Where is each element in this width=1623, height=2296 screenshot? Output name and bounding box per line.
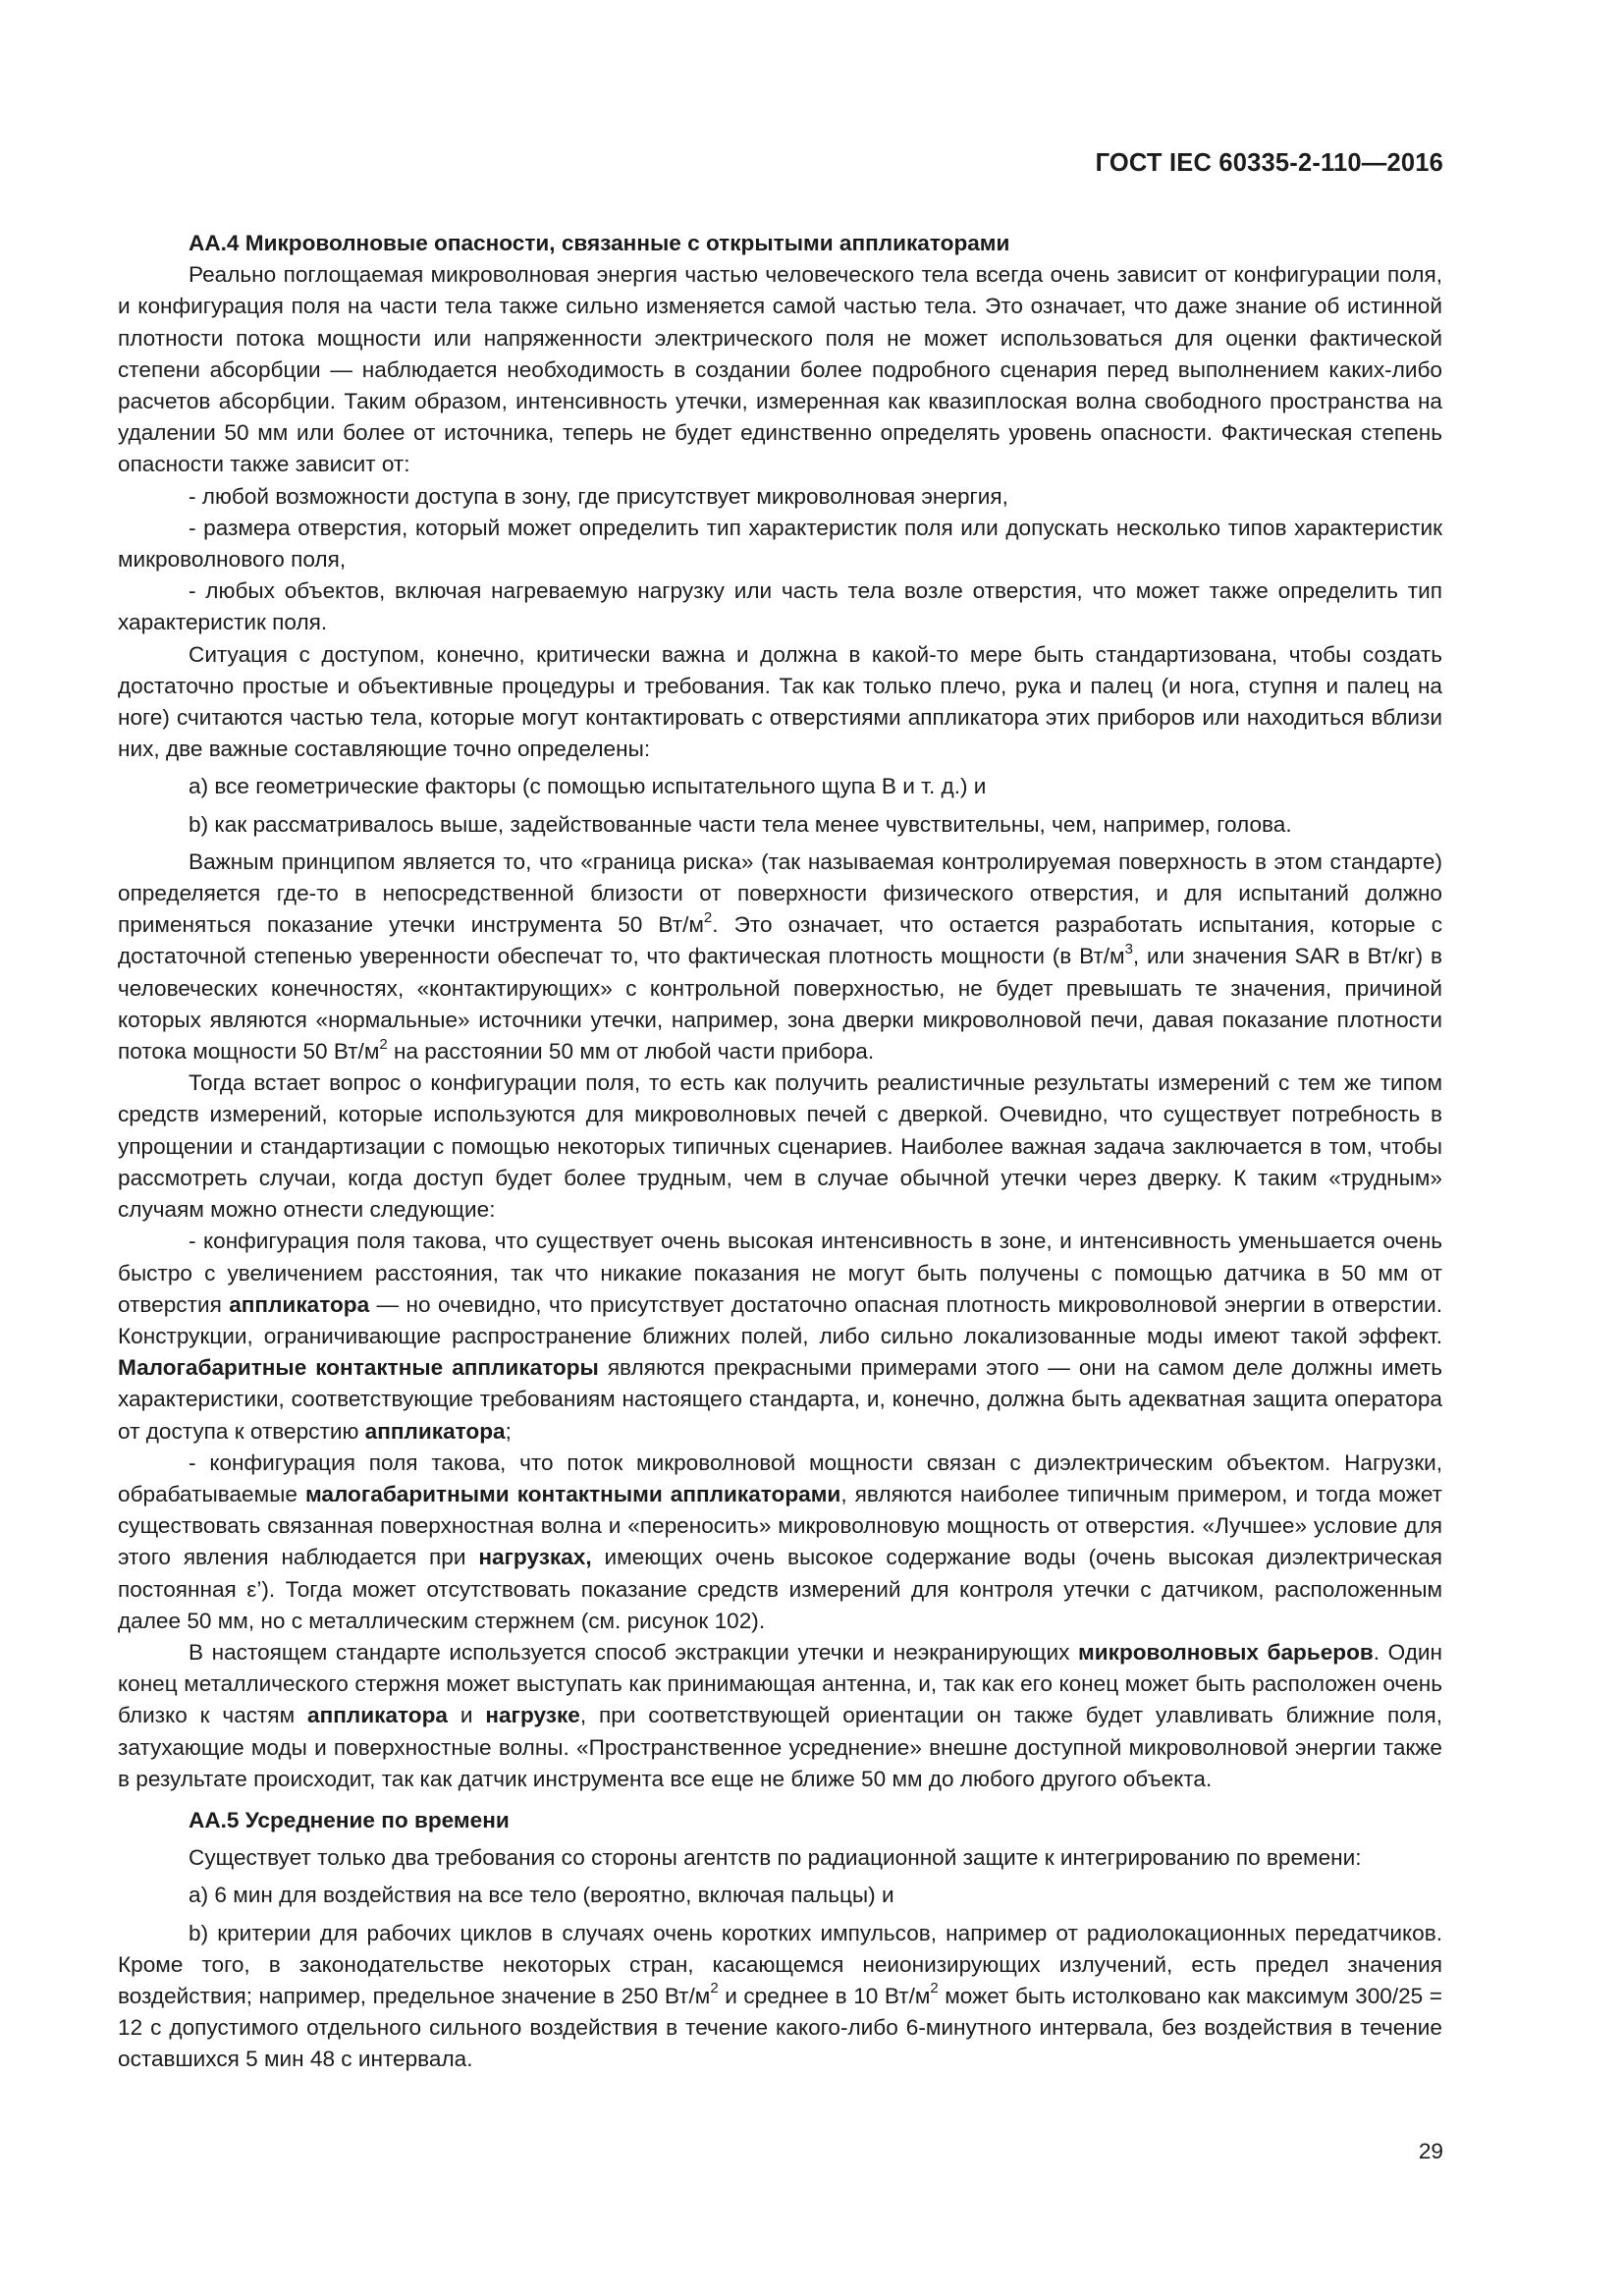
text-run: ; [505, 1418, 512, 1444]
text-run: . Это означает, что остается разработать испытания, которые с достаточной степенью уверенности обеспечат то, что фактическая плотность мощности (в Вт/м [118, 912, 1442, 969]
superscript: 2 [930, 1980, 939, 1997]
superscript: 2 [379, 1035, 388, 1053]
term-bold: аппликатора [229, 1291, 370, 1317]
enumerated-list-item: а) 6 мин для воздействия на все тело (вероятно, включая пальцы) и [189, 1883, 894, 1908]
text-run: - конфигурация поля такова, что поток микроволновой мощности связан с диэлектрическим объектом. Нагрузки, обрабатываемые [118, 1449, 1442, 1506]
text-run: , при соответствующей ориентации он также будет улавливать ближние поля, затухающие моды и поверхностные волны. «Пространственное усреднение» внешне доступной микроволновой энергии также в результате происходит, так как датчик инструмента все еще не ближе 50 мм до любого другого объекта. [118, 1703, 1443, 1791]
term-bold: микроволновых барьеров [1078, 1639, 1374, 1665]
text-run: - конфигурация поля такова, что существует очень высокая интенсивность в зоне, и интенсивность уменьшается очень быстро с увеличением расстояния, так что никакие показания не могут быть получены с помощью датчика в 50 мм от отверстия [118, 1229, 1442, 1317]
paragraph: Ситуация с доступом, конечно, критически важна и должна в какой-то мере быть стандартизована, чтобы создать достаточно простые и объективные процедуры и требования. Так как только плечо, рука и палец (и нога, ступня и палец на ноге) считаются частью тела, которые могут контактировать с отверстиями аппликатора этих приборов или находиться вблизи них, две важные составляющие точно определены: [118, 641, 1442, 762]
text-run: может быть истолковано как максимум 300/25 = 12 с допустимого отдельного сильного воздействия в течение какого-либо 6-минутного интервала, без воздействия в течение оставшихся 5 мин 48 с интервала. [118, 1983, 1442, 2072]
text-run: Важным принципом является то, что «граница риска» (так называемая контролируемая поверхность в этом стандарте) определяется где-то в непосредственной близости от поверхности физического отверстия, и для испытаний должно применяться показание утечки инструмента 50 Вт/м [118, 848, 1442, 938]
superscript: 3 [1124, 940, 1133, 957]
section-heading-aa4: АА.4 Микроволновые опасности, связанные с открытыми аппликаторами [189, 231, 1010, 255]
text-run: и [447, 1703, 486, 1728]
document-header: ГОСТ IEC 60335-2-110—2016 [1095, 149, 1443, 177]
paragraph [118, 847, 1442, 1067]
text-run: являются прекрасными примерами этого — они на самом деле должны иметь характеристики, соответствующие требованиям настоящего стандарта, и, конечно, должна быть адекватная защита оператора от доступа к отверстию [118, 1355, 1442, 1444]
text-run: на расстоянии 50 мм от любой части прибора. [387, 1039, 875, 1065]
page-number: 29 [1418, 2139, 1443, 2163]
text-run: . Один конец металлического стержня может выступать как принимающая антенна, и, так как его конец может быть расположен очень близко к частям [118, 1639, 1442, 1728]
paragraph: Существует только два требования со стороны агентств по радиационной защите к интегрированию по времени: [189, 1845, 1362, 1871]
enumerated-list-item [118, 1918, 1442, 2076]
text-run: b) критерии для рабочих циклов в случаях очень коротких импульсов, например от радиолокационных передатчиков. Кроме того, в законодательстве некоторых стран, касающемся неионизирующих излучений, есть предел значения воздействия; например, предельное значение в 250 Вт/м [118, 1920, 1442, 2008]
document-body [118, 228, 1442, 2076]
term-bold: малогабаритными контактными аппликаторами [305, 1481, 841, 1506]
text-run: В настоящем стандарте используется способ экстракции утечки и неэкранирующих [189, 1639, 1079, 1665]
paragraph: Тогда встает вопрос о конфигурации поля, то есть как получить реалистичные результаты измерений с тем же типом средств измерений, которые используются для микроволновых печей с дверкой. Очевидно, что существует потребность в упрощении и стандартизации с помощью некоторых типичных сценариев. Наиболее важная задача заключается в том, чтобы рассмотреть случаи, когда доступ будет более трудным, чем в случае обычной утечки через дверку. К таким «трудным» случаям можно отнести следующие: [118, 1070, 1442, 1223]
term-bold: нагрузках, [478, 1545, 592, 1570]
dash-list-item [118, 1226, 1442, 1447]
section-heading-aa5: АА.5 Усреднение по времени [189, 1807, 510, 1832]
term-bold: Малогабаритные контактные аппликаторы [118, 1355, 599, 1381]
dash-list-item: - любых объектов, включая нагреваемую нагрузку или часть тела возле отверстия, что может также определить тип характеристик поля. [118, 578, 1442, 635]
dash-list-item: - любой возможности доступа в зону, где присутствует микроволновая энергия, [189, 483, 1008, 509]
text-run: , или значения SAR в Вт/кг) в человеческих конечностях, «контактирующих» с контрольной поверхностью, не будет превышать те значения, причиной которых являются «нормальные» источники утечки, например, зона дверки микроволновой печи, давая показание плотности потока мощности 50 Вт/м [118, 944, 1442, 1065]
text-run: и среднее в 10 Вт/м [718, 1983, 931, 2008]
term-bold: аппликатора [307, 1703, 448, 1728]
dash-list-item [118, 1448, 1442, 1637]
paragraph [118, 1637, 1442, 1795]
text-run: — но очевидно, что присутствует достаточно опасная плотность микроволновой энергии в отверстии. Конструкции, ограничивающие распространение ближних полей, либо сильно локализованные моды имеют такой эффект. [118, 1291, 1443, 1348]
enumerated-list-item: b) как рассматривалось выше, задействованные части тела менее чувствительны, чем, например, голова. [189, 811, 1292, 837]
superscript: 2 [710, 1980, 719, 1997]
term-bold: аппликатора [364, 1418, 506, 1444]
text-run: , являются наиболее типичным примером, и тогда может существовать связанная поверхностная волна и «переносить» микроволновую мощность от отверстия. «Лучшее» условие для этого явления наблюдается при [118, 1481, 1442, 1570]
dash-list-item: - размера отверстия, который может определить тип характеристик поля или допускать несколько типов характеристик микроволнового поля, [118, 515, 1442, 573]
paragraph: Реально поглощаемая микроволновая энергия частью человеческого тела всегда очень зависит от конфигурации поля, и конфигурация поля на части тела также сильно изменяется самой частью тела. Это означает, что даже знание об истинной плотности потока мощности или напряженности электрического поля не может использоваться для оценки фактической степени абсорбции — наблюдается необходимость в создании более подробного сценария перед выполнением каких-либо расчетов абсорбции. Таким образом, интенсивность утечки, измеренная как квазиплоская волна свободного пространства на удалении 50 мм или более от источника, теперь не будет единственно определять уровень опасности. Фактическая степень опасности также зависит от: [118, 262, 1442, 477]
text-run: имеющих очень высокое содержание воды (очень высокая диэлектрическая постоянная ε’). Тогда может отсутствовать показание средств измерений для контроля утечки с датчиком, расположенным далее 50 мм, но с металлическим стержнем (см. рисунок 102). [118, 1545, 1443, 1633]
superscript: 2 [703, 908, 713, 926]
enumerated-list-item: а) все геометрические факторы (с помощью испытательного щупа B и т. д.) и [189, 774, 987, 799]
term-bold: нагрузке [485, 1703, 580, 1728]
